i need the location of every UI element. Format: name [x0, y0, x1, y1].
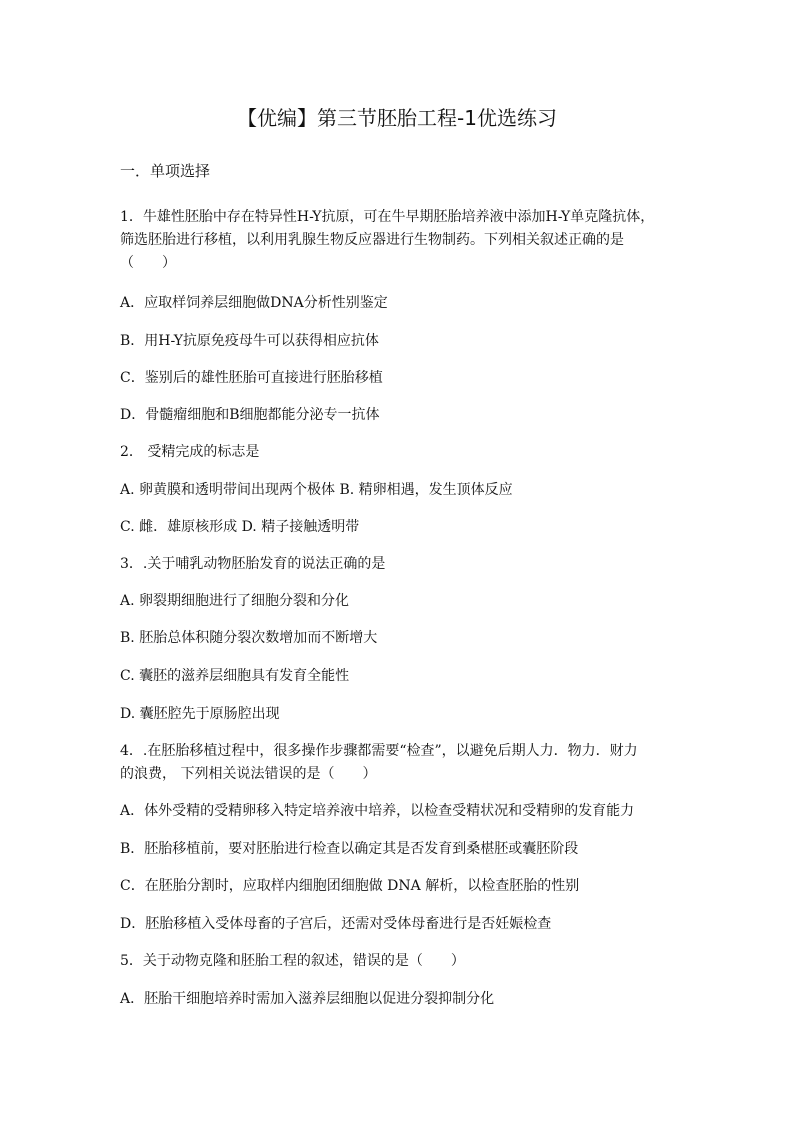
question-1-stem-line-2: 筛选胚胎进行移植，以利用乳腺生物反应器进行生物制药。下列相关叙述正确的是 — [120, 232, 624, 248]
question-3-option-b: B. 胚胎总体积随分裂次数增加而不断增大 — [120, 630, 378, 646]
question-4-stem-line-1: 4．.在胚胎移植过程中，很多操作步骤都需要“检查”，以避免后期人力．物力．财力 — [120, 743, 638, 759]
question-4-option-c: C．在胚胎分割时，应取样内细胞团细胞做 DNA 解析，以检查胚胎的性别 — [120, 878, 580, 894]
question-2-option-row-2: C. 雌．雄原核形成 D. 精子接触透明带 — [120, 519, 360, 535]
question-1-option-d: D．骨髓瘤细胞和B细胞都能分泌专一抗体 — [120, 407, 380, 423]
question-1-stem-line-1: 1．牛雄性胚胎中存在特异性H-Y抗原，可在牛早期胚胎培养液中添加H-Y单克隆抗体， — [120, 209, 655, 225]
question-2-option-row-1: A. 卵黄膜和透明带间出现两个极体 B. 精卵相遇，发生顶体反应 — [120, 482, 513, 498]
section-heading: 一．单项选择 — [120, 162, 211, 180]
question-4-option-b: B．胚胎移植前，要对胚胎进行检查以确定其是否发育到桑椹胚或囊胚阶段 — [120, 841, 579, 857]
question-1-option-c: C．鉴别后的雄性胚胎可直接进行胚胎移植 — [120, 370, 383, 386]
document-title: 【优编】第三节胚胎工程-1优选练习 — [237, 106, 557, 130]
question-2-stem: 2． 受精完成的标志是 — [120, 444, 260, 460]
question-4-option-d: D．胚胎移植入受体母畜的子宫后，还需对受体母畜进行是否妊娠检查 — [120, 916, 552, 932]
question-1-option-a: A．应取样饲养层细胞做DNA分析性别鉴定 — [120, 295, 388, 311]
question-1-stem-line-3: （ ） — [120, 255, 176, 271]
question-5-stem: 5．关于动物克隆和胚胎工程的叙述，错误的是（ ） — [120, 953, 465, 969]
question-4-stem-line-2: 的浪费， 下列相关说法错误的是（ ） — [120, 766, 377, 782]
question-3-option-a: A. 卵裂期细胞进行了细胞分裂和分化 — [120, 593, 350, 609]
question-3-option-c: C. 囊胚的滋养层细胞具有发育全能性 — [120, 668, 350, 684]
question-5-option-a: A．胚胎干细胞培养时需加入滋养层细胞以促进分裂抑制分化 — [120, 991, 495, 1007]
question-3-stem: 3．.关于哺乳动物胚胎发育的说法正确的是 — [120, 556, 386, 572]
question-3-option-d: D. 囊胚腔先于原肠腔出现 — [120, 706, 280, 722]
question-1-option-b: B．用H-Y抗原免疫母牛可以获得相应抗体 — [120, 333, 379, 349]
question-4-option-a: A．体外受精的受精卵移入特定培养液中培养，以检查受精状况和受精卵的发育能力 — [120, 803, 635, 819]
